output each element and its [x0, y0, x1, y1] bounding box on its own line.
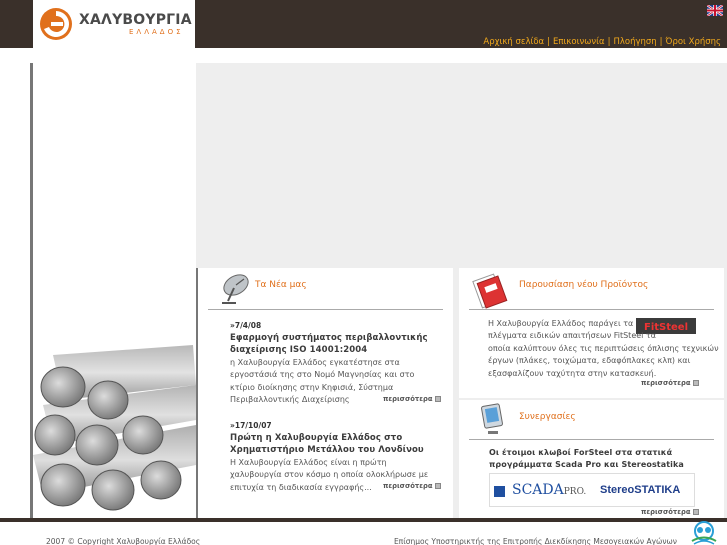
brand-name: ΧΑΛΥΒΟΥΡΓΙΑ [79, 12, 192, 28]
brand-subtitle: ΕΛΛΑΔΟΣ [129, 28, 184, 36]
stereostatika-logo[interactable]: StereoSTATIKA [600, 484, 681, 496]
news-more-link[interactable]: περισσότερα [383, 395, 441, 403]
scada-pro-logo[interactable]: SCADAPRO. [512, 482, 587, 498]
arrow-box-icon [693, 380, 699, 386]
satellite-dish-icon [216, 271, 252, 307]
news-panel [198, 268, 453, 518]
sponsor-text: Επίσημος Υποστηρικτής της Επιτροπής Διεκδίκησης Μεσογειακών Αγώνων [393, 537, 677, 545]
header-bar [0, 0, 727, 48]
products-body: Η Χαλυβουργία Ελλάδος παράγει τα πλέγματα ειδικών απαιτήσεων FitSteel τα οποία καλύπτουν όλες τις περιπτώσεις όπλισης τεχνικών έργων (πλάκες, τοιχώματα, εδαφόπλακες κλπ) και εξασφαλίζουν ταχύτητα στην κατασκευή. [488, 319, 719, 378]
logo-mark-icon [39, 7, 73, 41]
scada-cube-icon [494, 486, 505, 497]
logo[interactable] [33, 0, 195, 48]
monitor-icon [475, 403, 509, 439]
fitsteel-logo-text: FitSteel [643, 322, 689, 333]
partners-headline-link[interactable]: Οι έτοιμοι κλωβοί ForSteel στα στατικά προγράμματα Scada Pro και Stereostatika [489, 448, 684, 470]
arrow-box-icon [435, 483, 441, 489]
nav-sitemap-link[interactable]: Πλοήγηση [613, 37, 657, 47]
news-more-link[interactable]: περισσότερα [383, 482, 441, 490]
products-header [469, 268, 714, 310]
nav-home-link[interactable]: Αρχική σελίδα [483, 37, 545, 47]
news-date: »17/10/07 [230, 421, 272, 430]
partners-panel [459, 400, 724, 518]
product-brochure-icon [471, 271, 511, 309]
nav-contact-link[interactable]: Επικοινωνία [553, 37, 605, 47]
partners-title: Συνεργασίες [519, 412, 576, 422]
products-more-link[interactable]: περισσότερα [641, 379, 699, 387]
partners-header [469, 400, 714, 440]
arrow-box-icon [435, 396, 441, 402]
products-panel [459, 268, 724, 398]
copyright-text: 2007 © Copyright Χαλυβουργία Ελλάδος [46, 537, 201, 545]
news-headline-link[interactable]: Εφαρμογή συστήματος περιβαλλοντικής διαχείρισης ISO 14001:2004 [230, 333, 428, 356]
uk-flag-icon[interactable] [707, 5, 723, 16]
banner-area [196, 63, 727, 263]
news-body: η Χαλυβουργία Ελλάδος εγκατέστησε στα εργοστάσιά της στο Νομό Μαγνησίας και στο κτίριο διοίκησης στην Κηφισιά, Σύστημα Περιβαλλοντικής Διαχείρισης [230, 358, 415, 405]
mediterranean-games-logo-icon[interactable] [688, 519, 720, 545]
arrow-box-icon [693, 509, 699, 515]
partners-more-link[interactable]: περισσότερα [641, 508, 699, 516]
news-headline-link[interactable]: Πρώτη η Χαλυβουργία Ελλάδος στο Χρηματιστήριο Μετάλλου του Λονδίνου [230, 433, 424, 456]
news-body: Η Χαλυβουργία Ελλάδος είναι η πρώτη χαλυβουργία στον κόσμο η οποία ολοκλήρωσε με επιτυχία τη διαδικασία εγγραφής... [230, 458, 429, 492]
steel-rebar-image [33, 345, 196, 515]
news-date: »7/4/08 [230, 321, 262, 330]
nav-terms-link[interactable]: Όροι Χρήσης [665, 37, 721, 47]
news-title: Τα Νέα μας [255, 280, 307, 290]
products-title: Παρουσίαση νέου Προϊόντος [519, 280, 649, 290]
partners-logos [489, 473, 695, 507]
footer [0, 518, 727, 545]
top-navigation: Αρχική σελίδα | Επικοινωνία | Πλοήγηση | Όροι Χρήσης [483, 37, 721, 47]
news-header [208, 268, 443, 310]
